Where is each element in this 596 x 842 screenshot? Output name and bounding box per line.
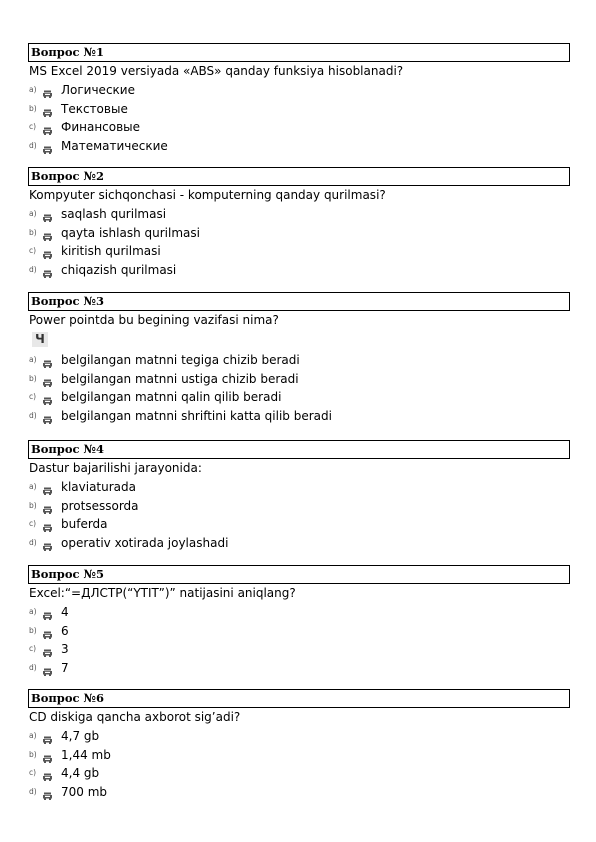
option-marker-icon[interactable] bbox=[43, 501, 52, 509]
option-letter: d) bbox=[29, 538, 37, 548]
option-letter: c) bbox=[29, 519, 37, 529]
option-text: buferda bbox=[61, 517, 108, 532]
option-marker-icon[interactable] bbox=[43, 663, 52, 671]
option-letter: d) bbox=[29, 411, 37, 421]
answer-option[interactable] bbox=[28, 137, 570, 156]
answer-option[interactable] bbox=[28, 497, 570, 516]
option-marker-icon[interactable] bbox=[43, 355, 52, 363]
option-marker-icon[interactable] bbox=[43, 538, 52, 546]
option-marker-icon[interactable] bbox=[43, 644, 52, 652]
option-marker-icon[interactable] bbox=[43, 141, 52, 149]
question-block bbox=[28, 292, 570, 426]
question-text: Excel:“=ДЛСТР(“YTIT”)” natijasini aniqlang? bbox=[29, 586, 296, 600]
question-header: Вопрос №2 bbox=[28, 167, 570, 186]
question-text: Power pointda bu begining vazifasi nima? bbox=[29, 313, 279, 327]
question-text: Kompyuter sichqonchasi - komputerning qanday qurilmasi? bbox=[29, 188, 386, 202]
answer-option[interactable] bbox=[28, 388, 570, 407]
option-text: 7 bbox=[61, 661, 69, 676]
option-marker-icon[interactable] bbox=[43, 122, 52, 130]
option-letter: b) bbox=[29, 227, 37, 237]
question-block bbox=[28, 440, 570, 553]
option-text: 4,4 gb bbox=[61, 766, 100, 781]
question-block bbox=[28, 689, 570, 802]
option-text: Математические bbox=[61, 139, 168, 154]
question-text: Dastur bajarilishi jarayonida: bbox=[29, 461, 202, 475]
option-marker-icon[interactable] bbox=[43, 411, 52, 419]
option-text: 1,44 mb bbox=[61, 747, 111, 762]
option-text: 3 bbox=[61, 642, 69, 657]
option-letter: c) bbox=[29, 246, 37, 256]
option-text: operativ xotirada joylashadi bbox=[61, 536, 229, 551]
option-marker-icon[interactable] bbox=[43, 482, 52, 490]
answer-option[interactable] bbox=[28, 622, 570, 641]
option-text: belgilangan matnni tegiga chizib beradi bbox=[61, 353, 300, 367]
option-text: Логические bbox=[61, 83, 135, 97]
option-letter: d) bbox=[29, 787, 37, 797]
option-marker-icon[interactable] bbox=[43, 246, 52, 254]
option-text: belgilangan matnni ustiga chizib beradi bbox=[61, 371, 299, 386]
option-letter: c) bbox=[29, 768, 37, 778]
answer-option[interactable] bbox=[28, 764, 570, 783]
answer-option[interactable] bbox=[28, 242, 570, 261]
option-marker-icon[interactable] bbox=[43, 768, 52, 776]
option-text: saqlash qurilmasi bbox=[61, 207, 167, 221]
option-text: belgilangan matnni qalin qilib beradi bbox=[61, 390, 282, 405]
option-letter: d) bbox=[29, 141, 37, 151]
option-text: 4,7 gb bbox=[61, 729, 100, 743]
question-header: Вопрос №4 bbox=[28, 440, 570, 459]
option-text: klaviaturada bbox=[61, 480, 136, 494]
answer-option[interactable] bbox=[28, 100, 570, 119]
option-letter: a) bbox=[29, 607, 37, 616]
answer-option[interactable] bbox=[28, 478, 570, 497]
option-text: qayta ishlash qurilmasi bbox=[61, 225, 200, 240]
option-letter: d) bbox=[29, 663, 37, 673]
option-text: 700 mb bbox=[61, 785, 108, 800]
answer-option[interactable] bbox=[28, 261, 570, 280]
option-marker-icon[interactable] bbox=[43, 626, 52, 634]
option-text: chiqazish qurilmasi bbox=[61, 263, 177, 278]
question-header: Вопрос №6 bbox=[28, 689, 570, 708]
answer-option[interactable] bbox=[28, 351, 570, 370]
answer-option[interactable] bbox=[28, 727, 570, 746]
answer-option[interactable] bbox=[28, 370, 570, 389]
option-marker-icon[interactable] bbox=[43, 731, 52, 739]
option-marker-icon[interactable] bbox=[43, 209, 52, 217]
option-text: 6 bbox=[61, 623, 69, 638]
question-block bbox=[28, 167, 570, 280]
answer-option[interactable] bbox=[28, 81, 570, 100]
option-marker-icon[interactable] bbox=[43, 265, 52, 273]
option-marker-icon[interactable] bbox=[43, 374, 52, 382]
question-text: MS Excel 2019 versiyada «ABS» qanday funksiya hisoblanadi? bbox=[29, 64, 404, 78]
option-letter: c) bbox=[29, 644, 37, 654]
answer-option[interactable] bbox=[28, 746, 570, 765]
question-block bbox=[28, 43, 570, 156]
question-block bbox=[28, 565, 570, 678]
answer-option[interactable] bbox=[28, 118, 570, 137]
option-marker-icon[interactable] bbox=[43, 104, 52, 112]
option-text: belgilangan matnni shriftini katta qilib beradi bbox=[61, 409, 332, 424]
option-text: Финансовые bbox=[61, 120, 141, 135]
option-letter: a) bbox=[29, 85, 37, 94]
option-text: 4 bbox=[61, 605, 69, 619]
question-header: Вопрос №5 bbox=[28, 565, 570, 584]
option-letter: c) bbox=[29, 392, 37, 402]
question-header: Вопрос №3 bbox=[28, 292, 570, 311]
option-letter: b) bbox=[29, 373, 37, 383]
answer-option[interactable] bbox=[28, 407, 570, 426]
option-marker-icon[interactable] bbox=[43, 392, 52, 400]
answer-option[interactable] bbox=[28, 659, 570, 678]
question-header: Вопрос №1 bbox=[28, 43, 570, 62]
option-letter: a) bbox=[29, 209, 37, 218]
answer-option[interactable] bbox=[28, 205, 570, 224]
option-letter: a) bbox=[29, 482, 37, 491]
option-letter: b) bbox=[29, 103, 37, 113]
option-letter: c) bbox=[29, 122, 37, 132]
option-letter: b) bbox=[29, 749, 37, 759]
option-letter: b) bbox=[29, 625, 37, 635]
option-marker-icon[interactable] bbox=[43, 787, 52, 795]
answer-option[interactable] bbox=[28, 224, 570, 243]
option-marker-icon[interactable] bbox=[43, 519, 52, 527]
option-marker-icon[interactable] bbox=[43, 607, 52, 615]
answer-option[interactable] bbox=[28, 515, 570, 534]
option-text: protsessorda bbox=[61, 498, 139, 513]
underline-format-icon: Ч bbox=[32, 332, 48, 347]
option-letter: b) bbox=[29, 500, 37, 510]
option-marker-icon[interactable] bbox=[43, 228, 52, 236]
option-letter: a) bbox=[29, 731, 37, 740]
option-text: kiritish qurilmasi bbox=[61, 244, 161, 259]
option-letter: a) bbox=[29, 355, 37, 364]
answer-option[interactable] bbox=[28, 534, 570, 553]
option-text: Текстовые bbox=[61, 101, 128, 116]
option-marker-icon[interactable] bbox=[43, 85, 52, 93]
option-letter: d) bbox=[29, 265, 37, 275]
answer-option[interactable] bbox=[28, 640, 570, 659]
answer-option[interactable] bbox=[28, 603, 570, 622]
answer-option[interactable] bbox=[28, 783, 570, 802]
question-text: CD diskiga qancha axborot sig’adi? bbox=[29, 710, 241, 724]
option-marker-icon[interactable] bbox=[43, 750, 52, 758]
